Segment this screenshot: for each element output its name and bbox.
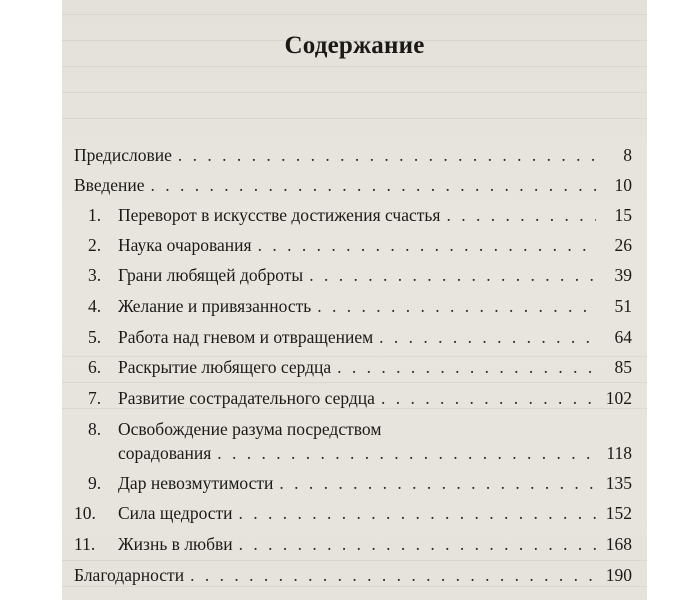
dot-leader [337, 356, 596, 378]
toc-entry-number: 6. [88, 357, 102, 377]
toc-entry-title-continued: сорадования [118, 443, 212, 463]
toc-entry-page: 168 [605, 534, 632, 554]
dot-leader [317, 295, 596, 317]
toc-entry [74, 326, 632, 348]
toc-entry-page: 85 [614, 357, 632, 377]
toc-entry [74, 204, 632, 226]
toc-entry [74, 295, 632, 317]
toc-entry-page: 64 [614, 327, 632, 347]
toc-entry [74, 174, 632, 196]
dot-leader [217, 442, 596, 464]
toc-entry [74, 356, 632, 378]
toc-entry-number: 9. [88, 473, 102, 493]
toc-entry-title: Грани любящей доброты [118, 265, 304, 285]
toc-entry-page: 102 [605, 388, 632, 408]
page-title: Содержание [284, 32, 425, 59]
toc-entry-page: 26 [614, 235, 632, 255]
toc-entry-title: Жизнь в любви [118, 534, 233, 554]
toc-entry [74, 472, 632, 494]
toc-entry-number: 10. [74, 503, 96, 523]
toc-entry [74, 387, 632, 409]
toc-entry-title: Дар невозмутимости [118, 473, 274, 493]
toc-entry-number: 11. [74, 534, 96, 554]
toc-entry [74, 144, 632, 166]
toc-entry-number: 7. [88, 388, 102, 408]
toc-entry-number: 5. [88, 327, 102, 347]
toc-entry-number: 1. [88, 205, 102, 225]
dot-leader [239, 502, 596, 524]
toc-entry-title: Благодарности [74, 565, 185, 585]
dot-leader [178, 144, 596, 166]
toc-entry-number: 2. [88, 235, 102, 255]
toc-entry-title: Освобождение разума посредством [118, 419, 382, 439]
toc-entry [74, 264, 632, 286]
toc-entry [74, 442, 632, 464]
toc-entry-page: 51 [614, 296, 632, 316]
toc-entry-title: Желание и привязанность [118, 296, 312, 316]
toc-entry [74, 533, 632, 555]
toc-entry-page: 10 [614, 175, 632, 195]
dot-leader [446, 204, 596, 226]
toc-entry-page: 118 [606, 443, 632, 463]
dot-leader [381, 387, 596, 409]
toc-entry-title: Развитие сострадательного сердца [118, 388, 375, 408]
toc-entry-title: Сила щедрости [118, 503, 233, 523]
toc-entry-title: Наука очарования [118, 235, 252, 255]
dot-leader [379, 326, 596, 348]
toc-entry-page: 135 [605, 473, 632, 493]
toc-entry-title: Работа над гневом и отвращением [118, 327, 374, 347]
toc-entry-page: 39 [614, 265, 632, 285]
dot-leader [279, 472, 596, 494]
toc-entry-page: 190 [605, 565, 632, 585]
dot-leader [309, 264, 596, 286]
toc-entry [74, 564, 632, 586]
toc-entry-title: Предисловие [74, 145, 172, 165]
toc-entry-title: Раскрытие любящего сердца [118, 357, 332, 377]
toc-entry-number: 3. [88, 265, 102, 285]
toc-entry-title: Переворот в искусстве достижения счастья [118, 205, 441, 225]
toc-entry-page: 152 [605, 503, 632, 523]
toc-entry-title: Введение [74, 175, 145, 195]
dot-leader [239, 533, 596, 555]
toc-entry [74, 502, 632, 524]
dot-leader [190, 564, 596, 586]
toc-entry [74, 234, 632, 256]
toc-entry-first-line [88, 418, 381, 440]
toc-entry-page: 15 [614, 205, 632, 225]
book-page [62, 0, 647, 600]
dot-leader [151, 174, 596, 196]
toc-entry-number: 4. [88, 296, 102, 316]
toc-entry-page: 8 [623, 145, 632, 165]
dot-leader [258, 234, 596, 256]
toc-entry-number: 8. [88, 419, 102, 439]
